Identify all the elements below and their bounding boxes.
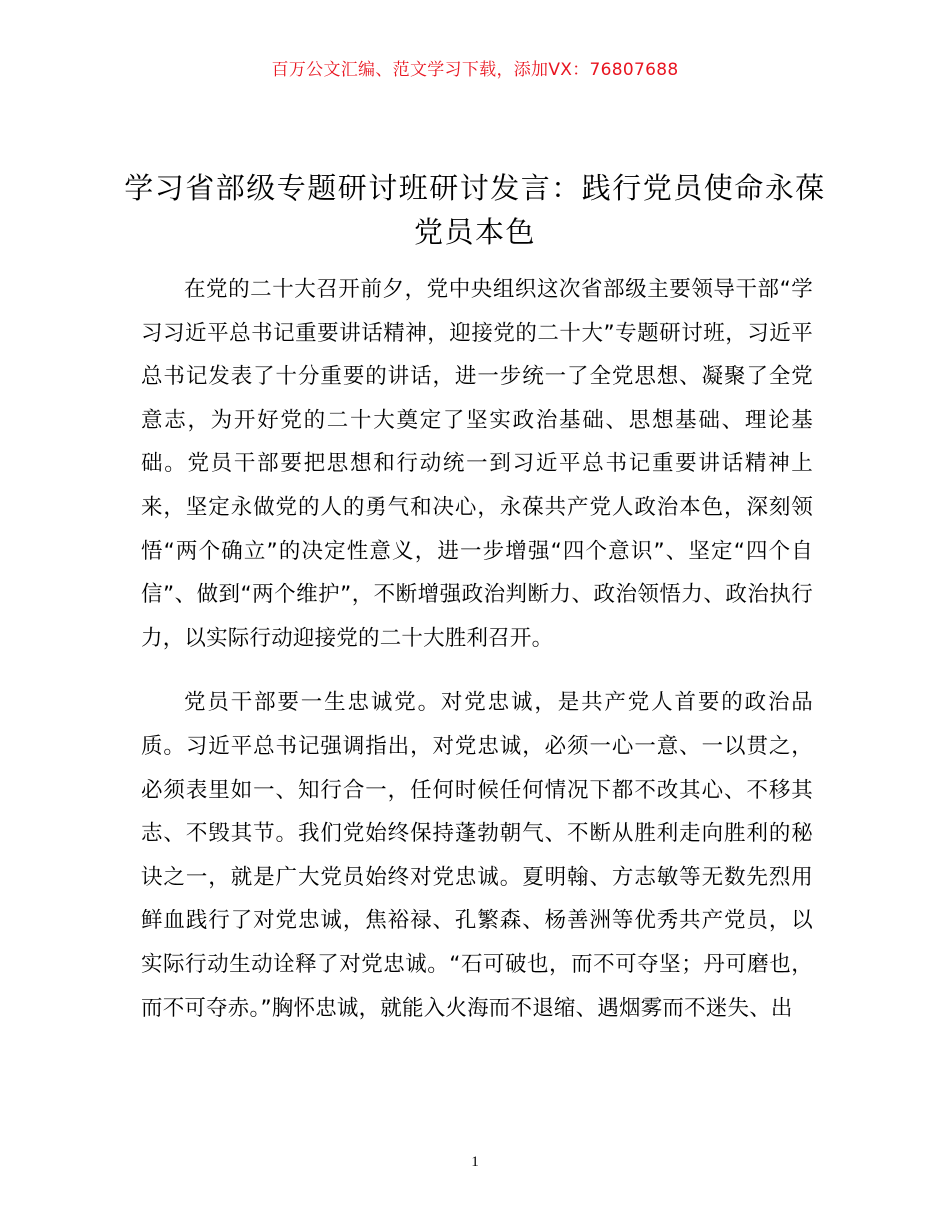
paragraph-2: 党员干部要一生忠诚党。对党忠诚，是共产党人首要的政治品质。习近平总书记强调指出，对党忠诚，必须一心一意、一以贯之，必须表里如一、知行合一，任何时候任何情况下都不改其心、不移其志、不毁其节。我们党始终保持蓬勃朝气、不断从胜利走向胜利的秘诀之一，就是广大党员始终对党忠诚。夏明翰、方志敏等无数先烈用鲜血践行了对党忠诚，焦裕禄、孔繁森、杨善洲等优秀共产党员，以实际行动生动诠释了对党忠诚。“石可破也，而不可夺坚；丹可磨也，而不可夺赤。”胸怀忠诚，就能入火海而不退缩、遇烟雾而不迷失、出 [141,690,813,1021]
paragraph-1: 在党的二十大召开前夕，党中央组织这次省部级主要领导干部“学习习近平总书记重要讲话精神，迎接党的二十大”专题研讨班，习近平总书记发表了十分重要的讲话，进一步统一了全党思想、凝聚了全党意志，为开好党的二十大奠定了坚实政治基础、思想基础、理论基础。党员干部要把思想和行动统一到习近平总书记重要讲话精神上来，坚定永做党的人的勇气和决心，永葆共产党人政治本色，深刻领悟“两个确立”的决定性意义，进一步增强“四个意识”、坚定“四个自信”、做到“两个维护”，不断增强政治判断力、政治领悟力、政治执行力，以实际行动迎接党的二十大胜利召开。 [141,277,813,651]
document-title: 学习省部级专题研讨班研讨发言：践行党员使命永葆党员本色 [124,171,826,249]
document-body [141,268,813,1030]
header-note: 百万公文汇编、范文学习下载，添加VX：76807688 [271,60,679,80]
page-number: 1 [471,1154,479,1170]
